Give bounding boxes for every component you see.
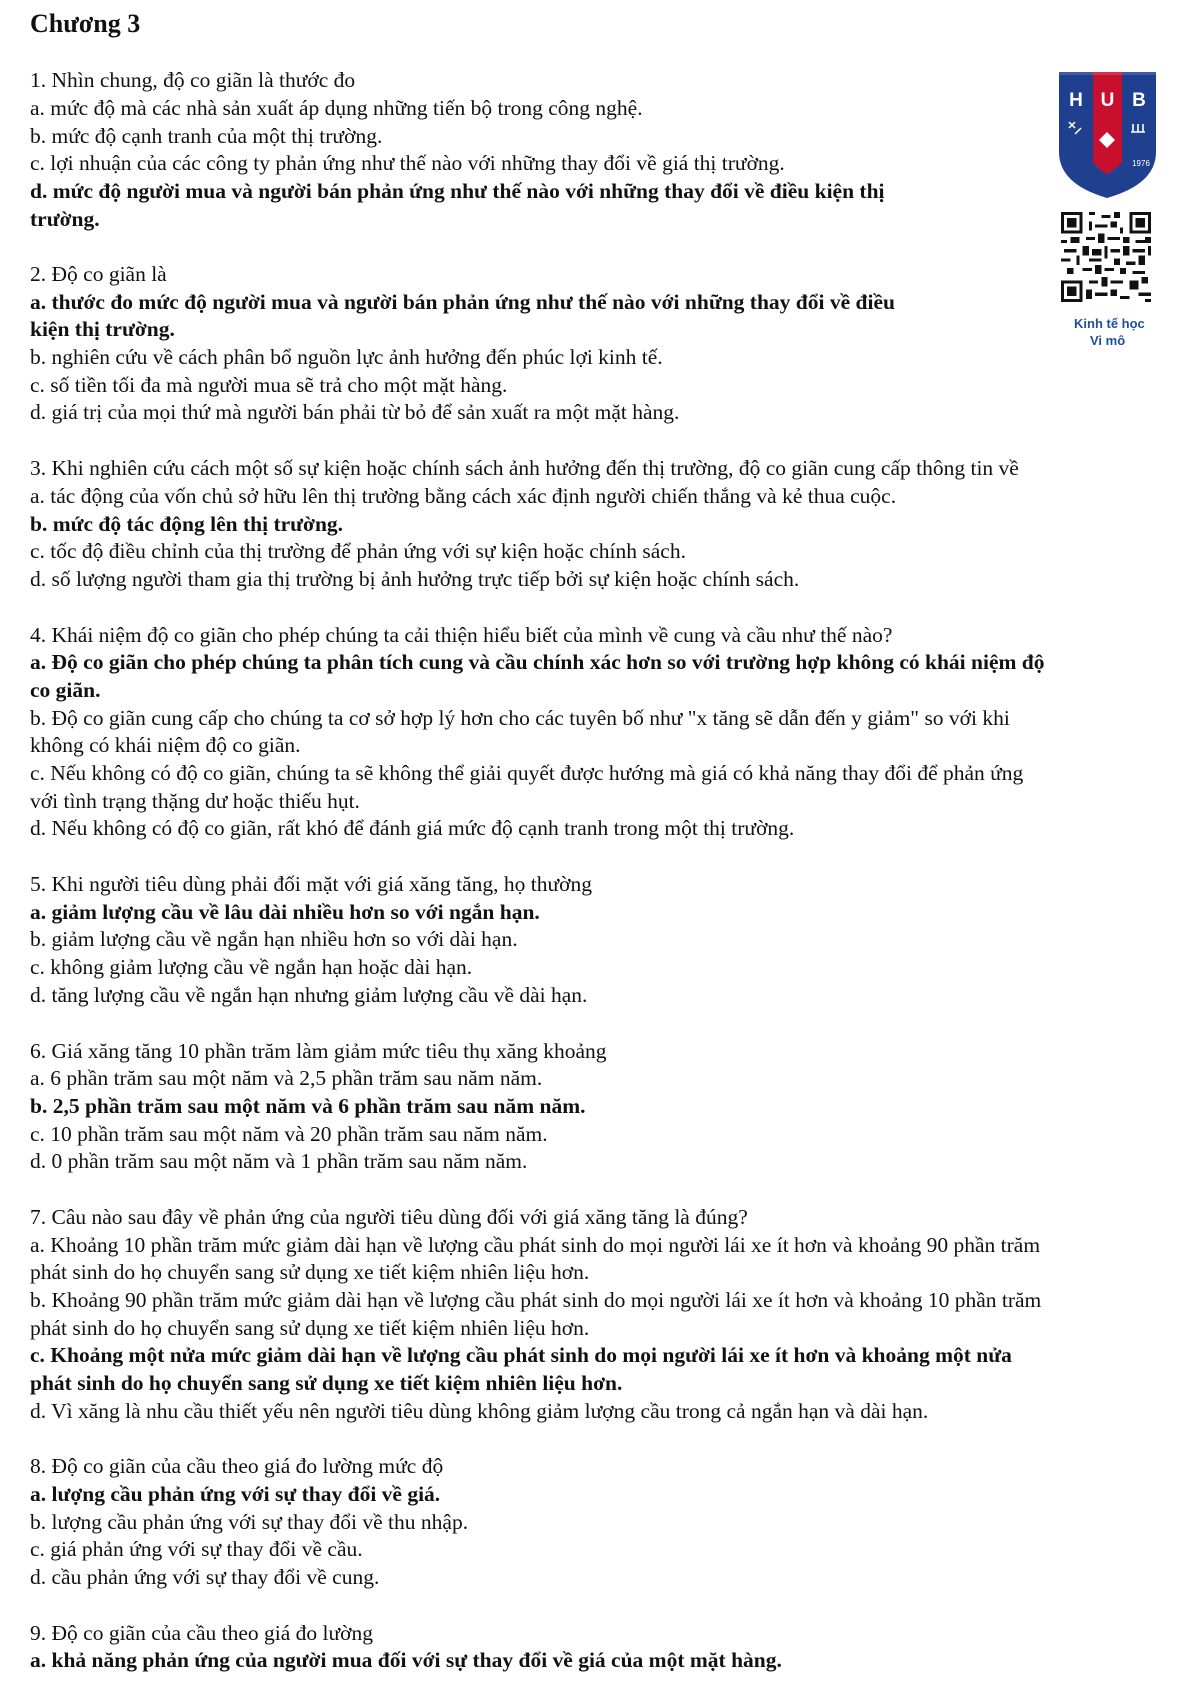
question-8-option-d: d. cầu phản ứng với sự thay đổi về cung. — [30, 1565, 380, 1589]
question-8-stem: 8. Độ co giãn của cầu theo giá đo lường mức độ — [30, 1454, 444, 1478]
question-4-option-b-cont: không có khái niệm độ co giãn. — [30, 733, 301, 757]
question-8-option-a-correct: a. lượng cầu phản ứng với sự thay đổi về giá. — [30, 1482, 441, 1506]
question-7-option-c-correct: c. Khoảng một nửa mức giảm dài hạn về lượng cầu phát sinh do mọi người lái xe ít hơn và khoảng một nửa — [30, 1343, 1012, 1367]
question-5-option-b: b. giảm lượng cầu về ngắn hạn nhiều hơn so với dài hạn. — [30, 927, 518, 951]
question-4-option-a-correct-cont: co giãn. — [30, 678, 101, 702]
logo-ornament-right-icon — [1131, 124, 1145, 132]
question-3-option-c: c. tốc độ điều chỉnh của thị trường để phản ứng với sự kiện hoặc chính sách. — [30, 539, 686, 563]
question-1-option-a: a. mức độ mà các nhà sản xuất áp dụng những tiến bộ trong công nghệ. — [30, 96, 643, 120]
question-7-option-b-cont: phát sinh do họ chuyển sang sử dụng xe tiết kiệm nhiên liệu hơn. — [30, 1316, 590, 1340]
question-6-option-a: a. 6 phần trăm sau một năm và 2,5 phần trăm sau năm năm. — [30, 1066, 543, 1090]
question-9-stem: 9. Độ co giãn của cầu theo giá đo lường — [30, 1621, 374, 1645]
question-6-stem: 6. Giá xăng tăng 10 phần trăm làm giảm mức tiêu thụ xăng khoảng — [30, 1039, 607, 1063]
question-5-option-c: c. không giảm lượng cầu về ngắn hạn hoặc dài hạn. — [30, 955, 473, 979]
question-4-option-c-cont: với tình trạng thặng dư hoặc thiếu hụt. — [30, 789, 360, 813]
question-1-option-d-correct: d. mức độ người mua và người bán phản ứng như thế nào với những thay đổi về điều kiện thị — [30, 179, 885, 203]
logo-caption-course: Vi mô — [1090, 333, 1126, 348]
question-8-option-b: b. lượng cầu phản ứng với sự thay đổi về thu nhập. — [30, 1510, 469, 1534]
question-4-option-b: b. Độ co giãn cung cấp cho chúng ta cơ sở hợp lý hơn cho các tuyên bố như "x tăng sẽ dẫn đến y giảm" so với khi — [30, 706, 1010, 730]
question-3-option-b-correct: b. mức độ tác động lên thị trường. — [30, 512, 344, 536]
hub-logo — [1055, 66, 1160, 202]
question-3-option-a: a. tác động của vốn chủ sở hữu lên thị trường bằng cách xác định người chiến thắng và kẻ thua cuộc. — [30, 484, 897, 508]
question-1-stem: 1. Nhìn chung, độ co giãn là thước đo — [30, 68, 356, 92]
question-6-option-d: d. 0 phần trăm sau một năm và 1 phần trăm sau năm năm. — [30, 1149, 528, 1173]
question-9-option-a-correct: a. khả năng phản ứng của người mua đối với sự thay đổi về giá của một mặt hàng. — [30, 1648, 782, 1672]
question-4-option-a-correct: a. Độ co giãn cho phép chúng ta phân tích cung và cầu chính xác hơn so với trường hợp không có khái niệm độ — [30, 650, 1045, 674]
question-7-option-b: b. Khoảng 90 phần trăm mức giảm dài hạn về lượng cầu phát sinh do mọi người lái xe ít hơn và khoảng 10 phần trăm — [30, 1288, 1042, 1312]
question-5-option-a-correct: a. giảm lượng cầu về lâu dài nhiều hơn so với ngắn hạn. — [30, 900, 540, 924]
question-1-option-c: c. lợi nhuận của các công ty phản ứng như thế nào với những thay đổi về giá thị trường. — [30, 151, 785, 175]
question-4-option-d: d. Nếu không có độ co giãn, rất khó để đánh giá mức độ cạnh tranh trong một thị trường. — [30, 816, 795, 840]
logo-year: 1976 — [1132, 159, 1150, 168]
question-8-option-c: c. giá phản ứng với sự thay đổi về cầu. — [30, 1537, 363, 1561]
question-4-option-c: c. Nếu không có độ co giãn, chúng ta sẽ không thể giải quyết được hướng mà giá có khả năng thay đổi để phản ứng — [30, 761, 1024, 785]
logo-letter-u: U — [1100, 90, 1115, 111]
question-5-option-d: d. tăng lượng cầu về ngắn hạn nhưng giảm lượng cầu về dài hạn. — [30, 983, 588, 1007]
question-7-option-a-cont: phát sinh do họ chuyển sang sử dụng xe tiết kiệm nhiên liệu hơn. — [30, 1260, 590, 1284]
question-2-option-a-correct: a. thước đo mức độ người mua và người bán phản ứng như thế nào với những thay đổi về điều — [30, 290, 895, 314]
question-6-option-b-correct: b. 2,5 phần trăm sau một năm và 6 phần trăm sau năm năm. — [30, 1094, 586, 1118]
question-1-option-b: b. mức độ cạnh tranh của một thị trường. — [30, 124, 383, 148]
question-7-option-d: d. Vì xăng là nhu cầu thiết yếu nên người tiêu dùng không giảm lượng cầu trong cả ngắn hạn và dài hạn. — [30, 1399, 929, 1423]
question-2-option-b: b. nghiên cứu về cách phân bổ nguồn lực ảnh hưởng đến phúc lợi kinh tế. — [30, 345, 663, 369]
question-2-option-c: c. số tiền tối đa mà người mua sẽ trả cho một mặt hàng. — [30, 373, 508, 397]
question-7-stem: 7. Câu nào sau đây về phản ứng của người tiêu dùng đối với giá xăng tăng là đúng? — [30, 1205, 748, 1229]
question-7-option-c-correct-cont: phát sinh do họ chuyển sang sử dụng xe tiết kiệm nhiên liệu hơn. — [30, 1371, 623, 1395]
question-3-stem: 3. Khi nghiên cứu cách một số sự kiện hoặc chính sách ảnh hưởng đến thị trường, độ co giãn cung cấp thông tin về — [30, 456, 1019, 480]
question-2-option-d: d. giá trị của mọi thứ mà người bán phải từ bỏ để sản xuất ra một mặt hàng. — [30, 400, 680, 424]
question-2-stem: 2. Độ co giãn là — [30, 262, 167, 286]
question-6-option-c: c. 10 phần trăm sau một năm và 20 phần trăm sau năm năm. — [30, 1122, 548, 1146]
logo-caption-subject: Kinh tế học — [1074, 316, 1145, 331]
qr-code-icon — [1061, 212, 1151, 302]
chapter-title: Chương 3 — [30, 9, 141, 38]
question-1-option-d-correct-cont: trường. — [30, 207, 100, 231]
question-7-option-a: a. Khoảng 10 phần trăm mức giảm dài hạn về lượng cầu phát sinh do mọi người lái xe ít hơn và khoảng 90 phần trăm — [30, 1233, 1041, 1257]
question-4-stem: 4. Khái niệm độ co giãn cho phép chúng ta cải thiện hiểu biết của mình về cung và cầu như thế nào? — [30, 623, 893, 647]
logo-letter-h: H — [1069, 90, 1083, 111]
question-2-option-a-correct-cont: kiện thị trường. — [30, 317, 175, 341]
logo-letter-b: B — [1132, 90, 1146, 111]
question-3-option-d: d. số lượng người tham gia thị trường bị ảnh hưởng trực tiếp bởi sự kiện hoặc chính sách. — [30, 567, 800, 591]
question-5-stem: 5. Khi người tiêu dùng phải đối mặt với giá xăng tăng, họ thường — [30, 872, 593, 896]
